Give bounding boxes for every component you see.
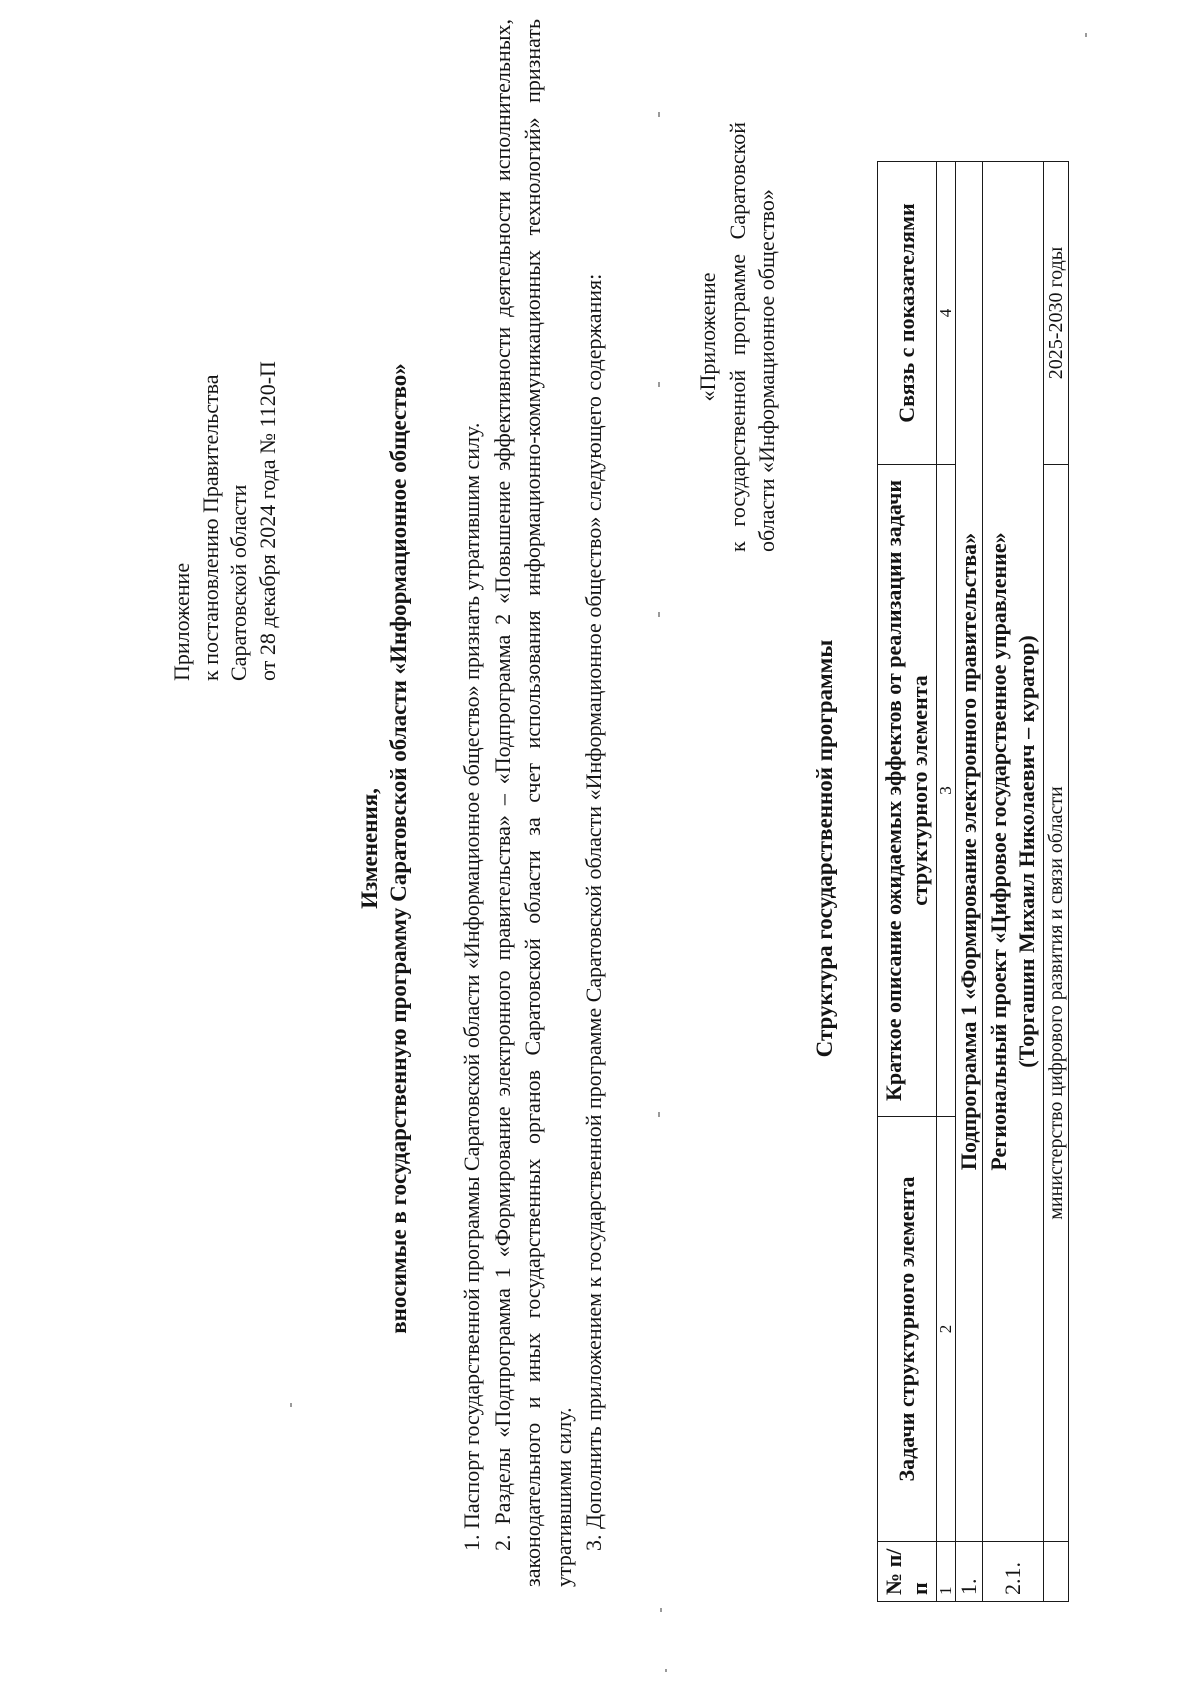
row-num-empty [1044,1542,1069,1602]
scan-mark [658,612,660,617]
subprogram-title: Подпрограмма 1 «Формирование электронного правительства» [956,162,983,1542]
responsible-body: министерство цифрового развития и связи области [1044,465,1069,1542]
appendix-2-line-2: к государственной программе Саратовской области «Информационное общество» [724,122,779,552]
appendix-line: Приложение [169,562,194,681]
paragraph-2: 2. Разделы «Подпрограмма 1 «Формирование электронного правительства» – «Подпрограмма 2 «Повышение эффективности деятельности исполнительных, законодательного и иных государственных органов Саратовской области за счет использования информационно-коммуникационных технологий» признать утратившими силу. [489,19,576,1587]
project-title [983,162,1044,1542]
header-link: Связь с показателями [878,162,937,465]
header-tasks: Задачи структурного элемента [878,1117,937,1542]
project-name: Региональный проект «Цифровое государственное управление» [986,532,1011,1171]
document-body [457,19,610,1587]
title-line-1: Изменения, [357,788,382,909]
row-num: 2.1. [983,1542,1044,1602]
table-row [1044,162,1069,1602]
column-number: 1 [937,1542,956,1602]
document-title [356,0,414,1697]
paragraph-3: 3. Дополнить приложением к государственной программе Саратовской области «Информационное общество» следующего содержания: [581,273,606,1551]
appendix-2-line-1: «Приложение [695,272,720,402]
appendix-line: к постановлению Правительства [197,374,223,681]
scan-mark [658,112,660,117]
scan-mark [1085,33,1087,37]
project-curator: (Торгашин Михаил Николаевич – куратор) [1014,635,1039,1068]
scan-mark [660,1608,662,1612]
appendix-2-header [693,122,782,552]
column-number: 3 [937,465,956,1117]
appendix-line: Саратовской области [226,484,251,681]
column-number: 4 [937,162,956,465]
table-header-row [878,162,937,1602]
paragraph-1: 1. Паспорт государственной программы Саратовской области «Информационное общество» признать утратившим силу. [459,422,484,1551]
title-line-2: вносимые в государственную программу Саратовской области «Информационное общество» [386,363,411,1334]
implementation-period: 2025-2030 годы [1044,162,1069,465]
row-num: 1. [956,1542,983,1602]
structure-table [877,161,1069,1602]
structure-title: Структура государственной программы [812,639,837,1058]
scan-mark [658,1112,660,1117]
scan-mark [665,1669,667,1672]
table-row [983,162,1044,1602]
appendix-header [168,121,282,681]
header-description: Краткое описание ожидаемых эффектов от реализации задачи структурного элемента [878,465,937,1117]
column-numbers-row [937,162,956,1602]
scan-mark [290,1403,292,1407]
table-row [956,162,983,1602]
header-num: № п/п [878,1542,937,1602]
scan-mark [658,382,660,387]
column-number: 2 [937,1117,956,1542]
appendix-line: от 28 декабря 2024 года № 1120-П [254,361,280,681]
